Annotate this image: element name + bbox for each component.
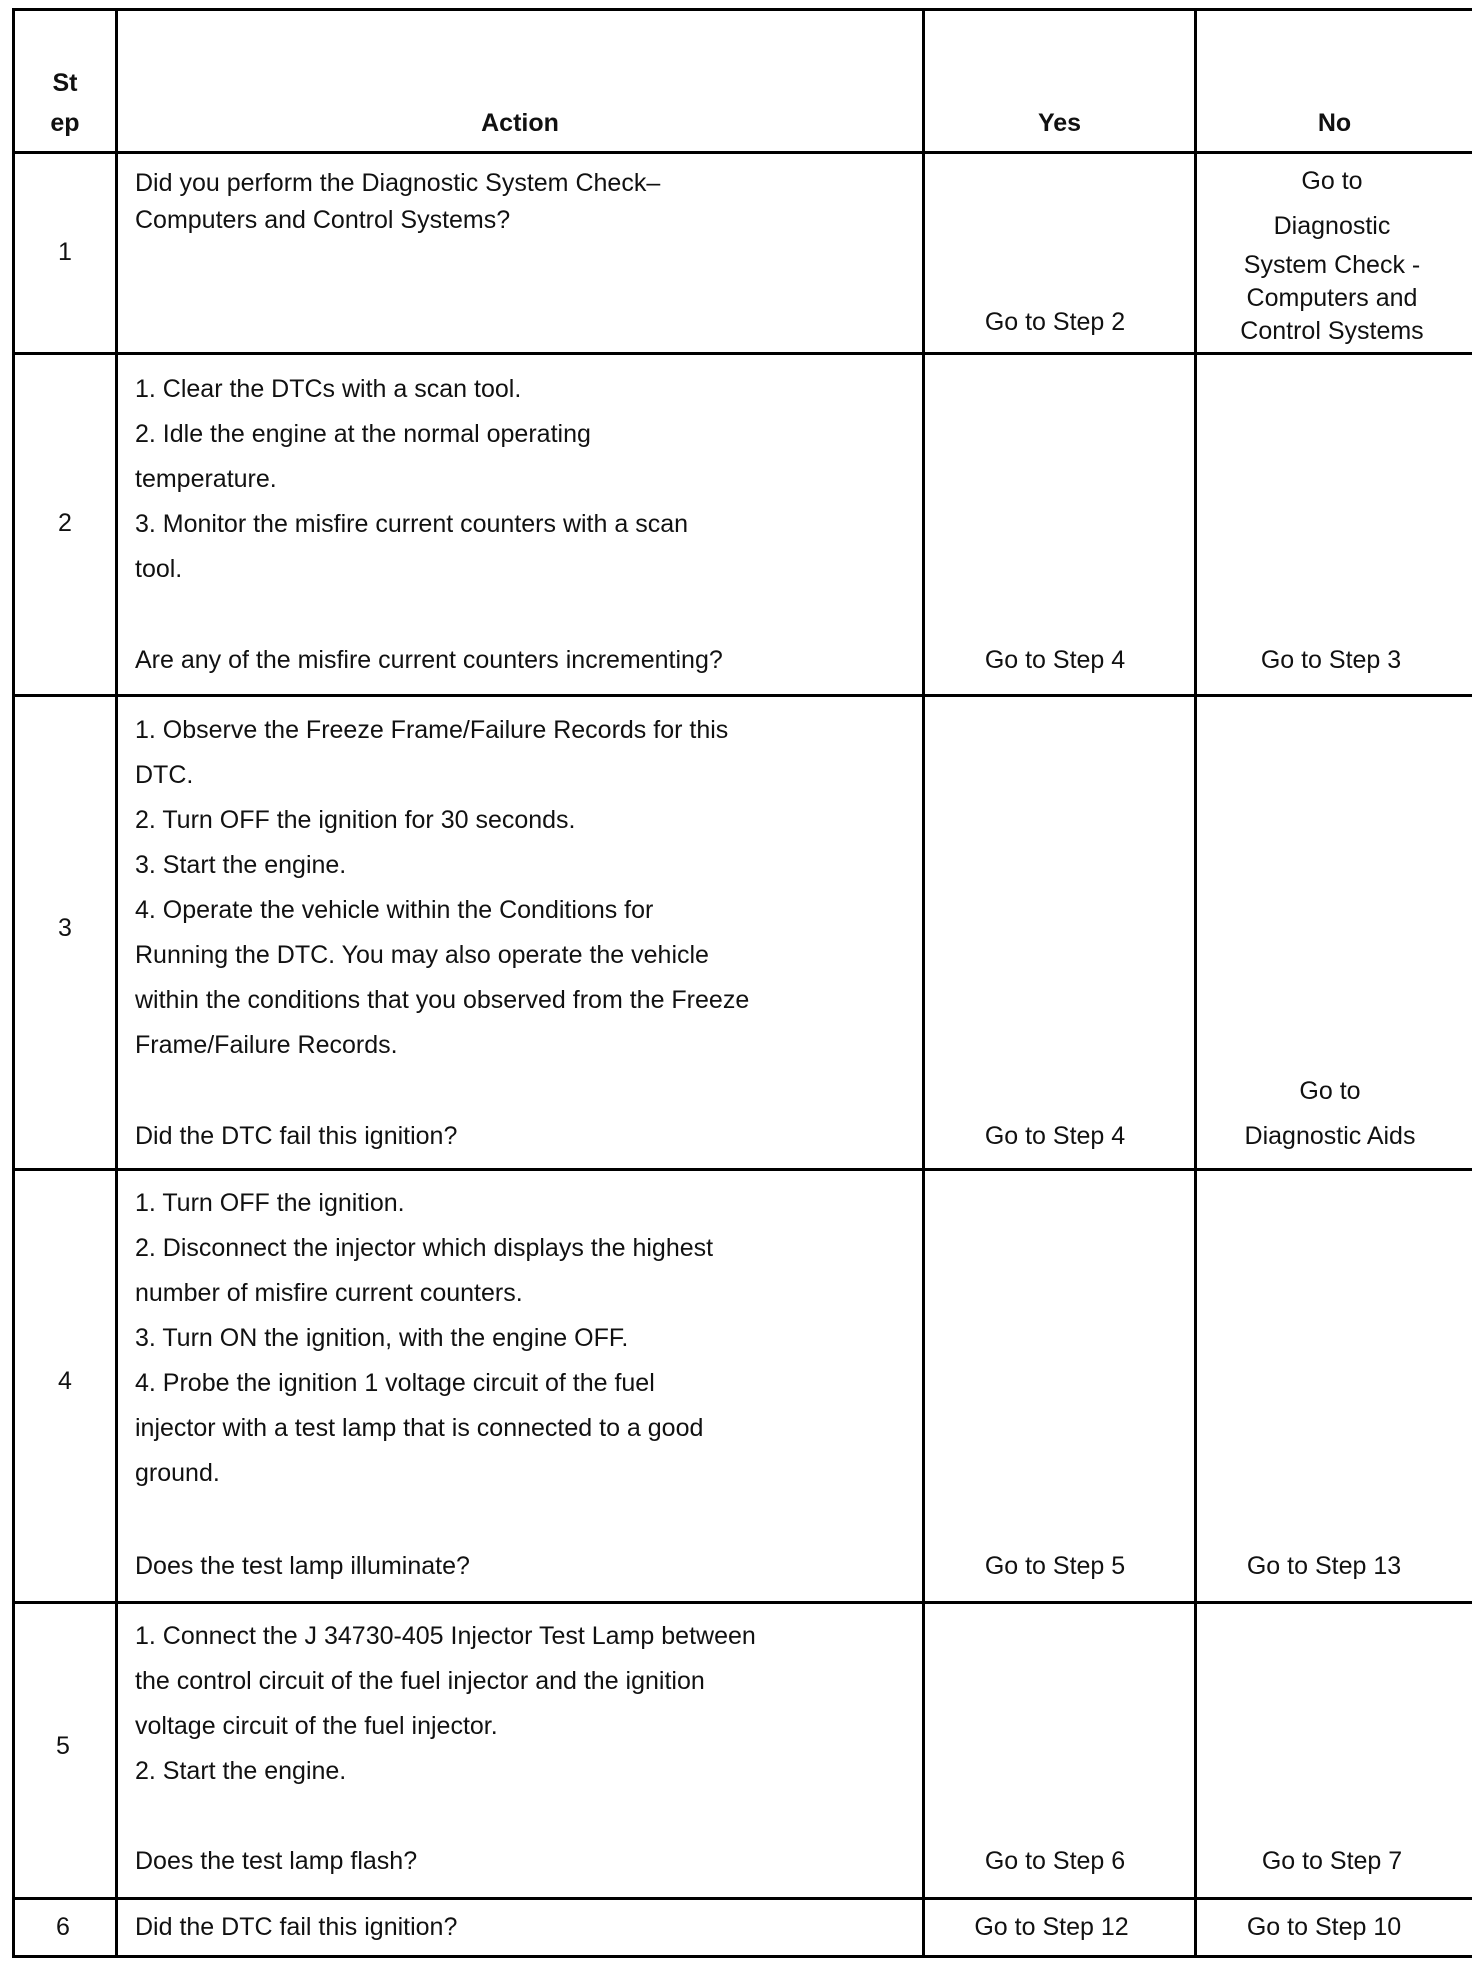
no-answer-line: Computers and <box>1246 284 1418 312</box>
header-step-line-1: St <box>52 69 78 97</box>
action-line: injector with a test lamp that is connected to a good <box>135 1414 704 1442</box>
action-line: within the conditions that you observed from the Freeze <box>135 986 750 1014</box>
action-line: 2. Idle the engine at the normal operating <box>135 420 591 448</box>
action-line: DTC. <box>135 761 194 789</box>
action-cell <box>135 1614 915 1794</box>
step-number: 4 <box>58 1367 72 1395</box>
action-line: Did the DTC fail this ignition? <box>135 1913 458 1941</box>
no-answer: Go to Step 7 <box>1261 1847 1403 1875</box>
action-line: 3. Turn ON the ignition, with the engine OFF. <box>135 1324 629 1352</box>
yes-answer: Go to Step 5 <box>984 1552 1126 1580</box>
diagnostic-table <box>12 8 1472 1958</box>
action-line: 3. Monitor the misfire current counters with a scan <box>135 510 689 538</box>
action-line: 3. Start the engine. <box>135 851 347 879</box>
action-cell <box>135 1905 915 1950</box>
action-line: voltage circuit of the fuel injector. <box>135 1712 498 1740</box>
action-line: Frame/Failure Records. <box>135 1031 398 1059</box>
step-number: 1 <box>58 238 72 266</box>
step-number: 2 <box>58 509 72 537</box>
action-line: temperature. <box>135 465 277 493</box>
no-answer: Go to Step 13 <box>1246 1552 1402 1580</box>
no-answer-line: Go to <box>1301 167 1363 195</box>
header-step-line-2: ep <box>50 109 80 137</box>
action-line: Running the DTC. You may also operate the vehicle <box>135 941 709 969</box>
action-line: 4. Operate the vehicle within the Conditions for <box>135 896 654 924</box>
action-line: ground. <box>135 1459 220 1487</box>
step-number: 3 <box>58 914 72 942</box>
question: Does the test lamp illuminate? <box>135 1552 470 1580</box>
yes-answer: Go to Step 4 <box>984 1122 1126 1150</box>
action-line: 2. Start the engine. <box>135 1757 347 1785</box>
action-line: 2. Disconnect the injector which displays the highest <box>135 1234 714 1262</box>
no-answer-line: Go to <box>1299 1077 1361 1105</box>
question: Are any of the misfire current counters incrementing? <box>135 646 723 674</box>
no-answer-line: Diagnostic Aids <box>1244 1122 1416 1150</box>
yes-answer: Go to Step 6 <box>984 1847 1126 1875</box>
yes-answer: Go to Step 12 <box>974 1913 1129 1941</box>
action-cell <box>135 367 915 592</box>
action-cell <box>135 165 915 239</box>
action-line: 2. Turn OFF the ignition for 30 seconds. <box>135 806 576 834</box>
question: Does the test lamp flash? <box>135 1847 418 1875</box>
no-answer-line: Diagnostic <box>1273 212 1391 240</box>
yes-answer: Go to Step 4 <box>984 646 1126 674</box>
action-line: number of misfire current counters. <box>135 1279 523 1307</box>
no-answer-line: Control Systems <box>1240 317 1424 345</box>
action-line: 1. Clear the DTCs with a scan tool. <box>135 375 522 403</box>
header-step <box>15 63 115 143</box>
header-no: No <box>1317 109 1352 137</box>
action-line: tool. <box>135 555 183 583</box>
action-cell <box>135 708 915 1068</box>
action-cell <box>135 1181 915 1496</box>
action-line: 1. Turn OFF the ignition. <box>135 1189 405 1217</box>
step-number: 5 <box>56 1732 70 1760</box>
header-action: Action <box>481 109 559 137</box>
question: Did the DTC fail this ignition? <box>135 1122 458 1150</box>
action-line: the control circuit of the fuel injector and the ignition <box>135 1667 705 1695</box>
header-yes: Yes <box>1037 109 1082 137</box>
action-line: 1. Observe the Freeze Frame/Failure Records for this <box>135 716 729 744</box>
action-line: 4. Probe the ignition 1 voltage circuit of the fuel <box>135 1369 655 1397</box>
no-answer <box>1197 1069 1463 1159</box>
no-answer: Go to Step 10 <box>1246 1913 1402 1941</box>
action-line: Did you perform the Diagnostic System Check– <box>135 169 661 197</box>
no-answer-line: System Check - <box>1243 251 1421 279</box>
no-answer: Go to Step 3 <box>1260 646 1402 674</box>
action-line: 1. Connect the J 34730-405 Injector Test Lamp between <box>135 1622 756 1650</box>
no-answer <box>1197 159 1467 348</box>
action-line: Computers and Control Systems? <box>135 206 511 234</box>
step-number: 6 <box>56 1913 70 1941</box>
yes-answer: Go to Step 2 <box>984 308 1126 336</box>
